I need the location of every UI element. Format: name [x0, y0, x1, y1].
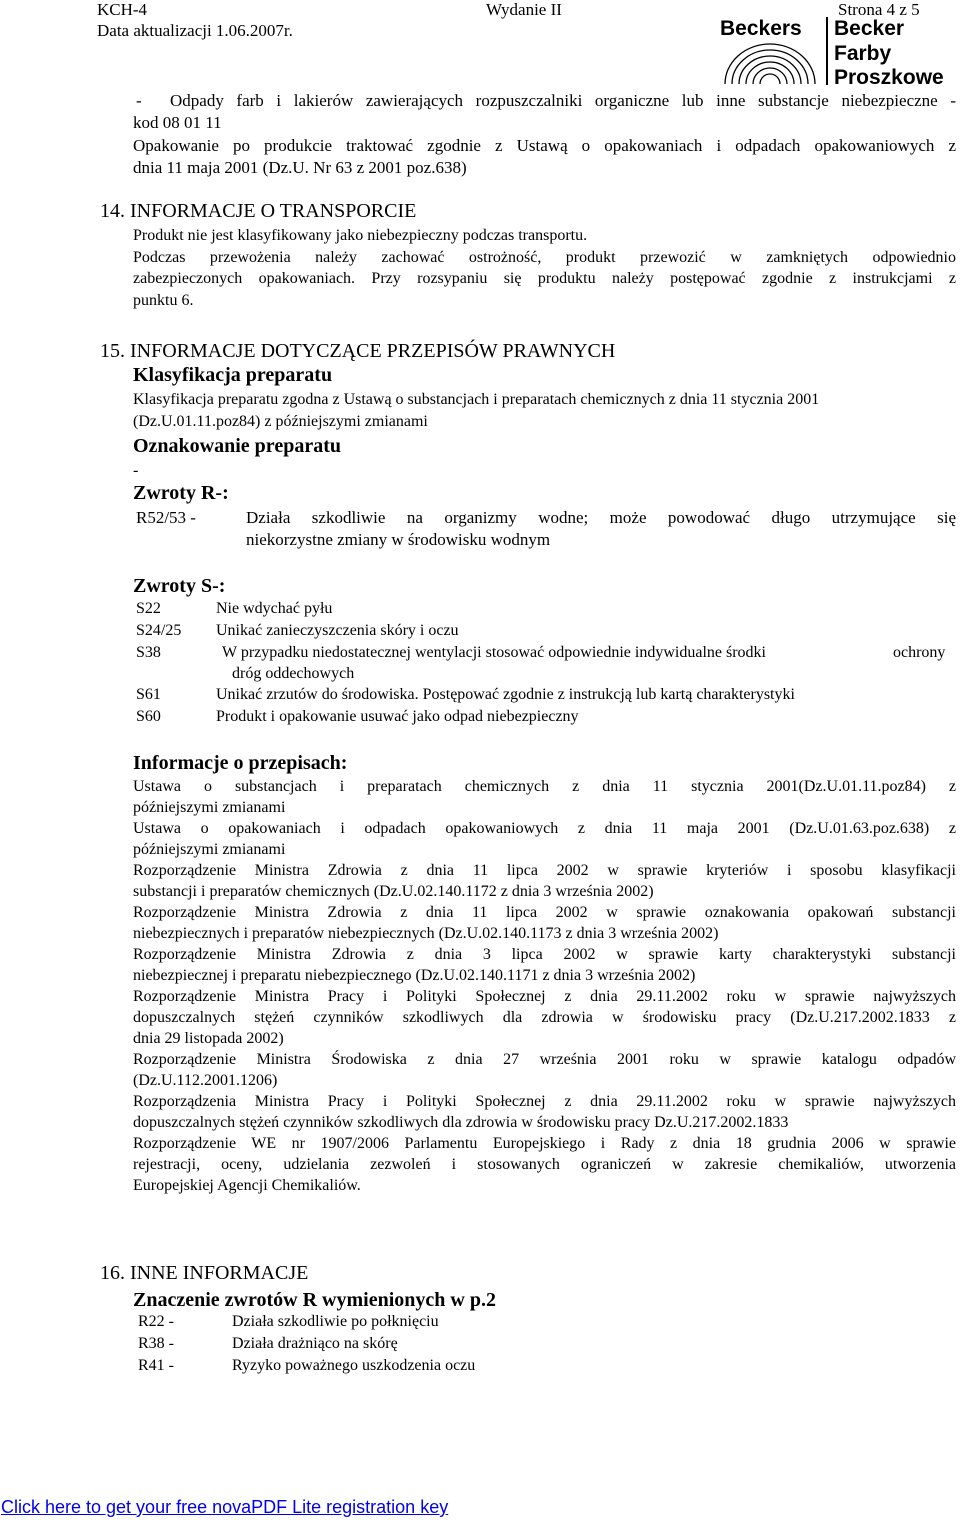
waste-line-2: kod 08 01 11: [133, 113, 222, 132]
regulation-item: Ustawa o substancjach i preparatach chemicznych z dnia 11 stycznia 2001(Dz.U.01.11.poz84) z późniejszymi zmianami: [133, 778, 956, 816]
r-meaning-code: R22 -: [138, 1313, 174, 1330]
update-date: Data aktualizacji 1.06.2007r.: [97, 21, 293, 40]
s-phrase-code: S22: [136, 600, 161, 617]
r-phrases-heading: Zwroty R-:: [133, 482, 229, 504]
s-phrase-text: Produkt i opakowanie usuwać jako odpad niebezpieczny: [216, 708, 579, 725]
regulation-item: Rozporządzenie WE nr 1907/2006 Parlamentu Europejskiego i Rady z dnia 18 grudnia 2006 w sprawie rejestracji, oceny, udzielania zezwoleń i stosowanych ograniczeń w zakresie chemikaliów, utworzenia Europejskiej Agencji Chemikaliów.: [133, 1135, 956, 1194]
r-meaning-code: R38 -: [138, 1335, 174, 1352]
section-16-title: 16. INNE INFORMACJE: [100, 1262, 309, 1284]
regulation-item: Ustawa o opakowaniach i odpadach opakowaniowych z dnia 11 maja 2001 (Dz.U.01.63.poz.638) z późniejszymi zmianami: [133, 820, 956, 858]
regulation-item: Rozporządzenie Ministra Zdrowia z dnia 11 lipca 2002 w sprawie oznakowania opakowań substancji niebezpiecznych i preparatów niebezpiecznych (Dz.U.02.140.1173 z dnia 3 września 2002): [133, 904, 956, 942]
s-phrases-heading: Zwroty S-:: [133, 575, 226, 597]
classification-line-1: Klasyfikacja preparatu zgodna z Ustawą o substancjach i preparatach chemicznych z dnia 11 stycznia 2001: [133, 391, 820, 408]
transport-note-line-1: Podczas przewożenia należy zachować ostrożność, produkt przewozić w zamkniętych odpowiednio: [133, 249, 956, 266]
r-meaning-text: Ryzyko poważnego uszkodzenia oczu: [232, 1357, 476, 1374]
logo-farby-text: Farby: [834, 42, 892, 65]
r-phrase-code: R52/53 -: [136, 508, 196, 527]
r-meaning-heading: Znaczenie zwrotów R wymienionych w p.2: [133, 1289, 496, 1311]
transport-classification: Produkt nie jest klasyfikowany jako niebezpieczny podczas transportu.: [133, 227, 588, 244]
s-phrase-code: S38: [136, 644, 161, 661]
r-meaning-text: Działa drażniąco na skórę: [232, 1335, 398, 1352]
s-phrase-text-end: ochrony: [893, 644, 946, 661]
bullet-dash: -: [136, 91, 142, 110]
regulations-heading: Informacje o przepisach:: [133, 752, 348, 774]
transport-note-line-2: zabezpieczonych opakowaniach. Przy rozsypaniu się produktu należy postępować zgodnie z instrukcjami z: [133, 270, 956, 287]
logo-beckers-text: Beckers: [720, 17, 802, 40]
page-number: Strona 4 z 5: [838, 0, 920, 19]
packaging-line-2: dnia 11 maja 2001 (Dz.U. Nr 63 z 2001 poz.638): [133, 158, 467, 177]
logo-becker-text: Becker: [834, 17, 905, 40]
registration-key-link[interactable]: Click here to get your free novaPDF Lite registration key: [1, 1497, 449, 1517]
logo-divider: [826, 17, 828, 85]
logo-proszkowe-text: Proszkowe: [834, 66, 944, 89]
logo-arc-emblem-icon: [719, 42, 822, 84]
r-meaning-text: Działa szkodliwie po połknięciu: [232, 1313, 439, 1330]
document-code: KCH-4: [97, 0, 148, 19]
waste-line-1: Odpady farb i lakierów zawierających rozpuszczalniki organiczne lub inne substancje niebezpieczne -: [170, 91, 956, 110]
s-phrase-text: Nie wdychać pyłu: [216, 600, 333, 617]
s-phrase-text: Unikać zrzutów do środowiska. Postępować zgodnie z instrukcją lub kartą charakterystyki: [216, 686, 795, 703]
labeling-heading: Oznakowanie preparatu: [133, 435, 341, 457]
classification-heading: Klasyfikacja preparatu: [133, 364, 333, 386]
labeling-value: -: [133, 462, 139, 479]
regulation-item: Rozporządzenie Ministra Zdrowia z dnia 3 lipca 2002 w sprawie karty charakterystyki substancji niebezpiecznej i preparatu niebezpiecznego (Dz.U.02.140.1171 z dnia 3 września 2002): [133, 946, 956, 984]
regulation-item: Rozporządzenie Ministra Zdrowia z dnia 11 lipca 2002 w sprawie kryteriów i sposobu klasyfikacji substancji i preparatów chemicznych (Dz.U.02.140.1172 z dnia 3 września 2002): [133, 862, 956, 900]
r-phrase-text-line-1: Działa szkodliwie na organizmy wodne; może powodować długo utrzymujące się: [246, 508, 956, 527]
s-phrase-code: S24/25: [136, 622, 182, 639]
s-phrase-text: W przypadku niedostatecznej wentylacji stosować odpowiednie indywidualne środki: [222, 644, 766, 661]
packaging-line-1: Opakowanie po produkcie traktować zgodnie z Ustawą o opakowaniach i odpadach opakowaniowych z: [133, 136, 956, 155]
classification-line-2: (Dz.U.01.11.poz84) z późniejszymi zmianami: [133, 413, 428, 430]
regulation-item: Rozporządzenie Ministra Pracy i Polityki Społecznej z dnia 29.11.2002 roku w sprawie najwyższych dopuszczalnych stężeń czynników szkodliwych dla zdrowia w środowisku pracy (Dz.U.217.2002.1833 z dnia 29 listopada 2002): [133, 988, 956, 1047]
edition-label: Wydanie II: [486, 0, 562, 19]
s-phrase-text-continued: dróg oddechowych: [232, 665, 355, 682]
r-phrase-text-line-2: niekorzystne zmiany w środowisku wodnym: [246, 530, 551, 549]
r-meaning-code: R41 -: [138, 1357, 174, 1374]
regulation-item: Rozporządzenie Ministra Środowiska z dnia 27 września 2001 roku w sprawie katalogu odpadów (Dz.U.112.2001.1206): [133, 1051, 956, 1089]
s-phrase-code: S60: [136, 708, 161, 725]
s-phrase-code: S61: [136, 686, 161, 703]
transport-note-line-3: punktu 6.: [133, 292, 194, 309]
section-15-title: 15. INFORMACJE DOTYCZĄCE PRZEPISÓW PRAWNYCH: [100, 340, 616, 362]
s-phrase-text: Unikać zanieczyszczenia skóry i oczu: [216, 622, 459, 639]
section-14-title: 14. INFORMACJE O TRANSPORCIE: [100, 200, 417, 222]
regulations-list: [133, 776, 956, 1196]
regulation-item: Rozporządzenia Ministra Pracy i Polityki Społecznej z dnia 29.11.2002 roku w sprawie najwyższych dopuszczalnych stężeń czynników szkodliwych dla zdrowia w środowisku pracy Dz.U.217.2002.1833: [133, 1093, 956, 1131]
